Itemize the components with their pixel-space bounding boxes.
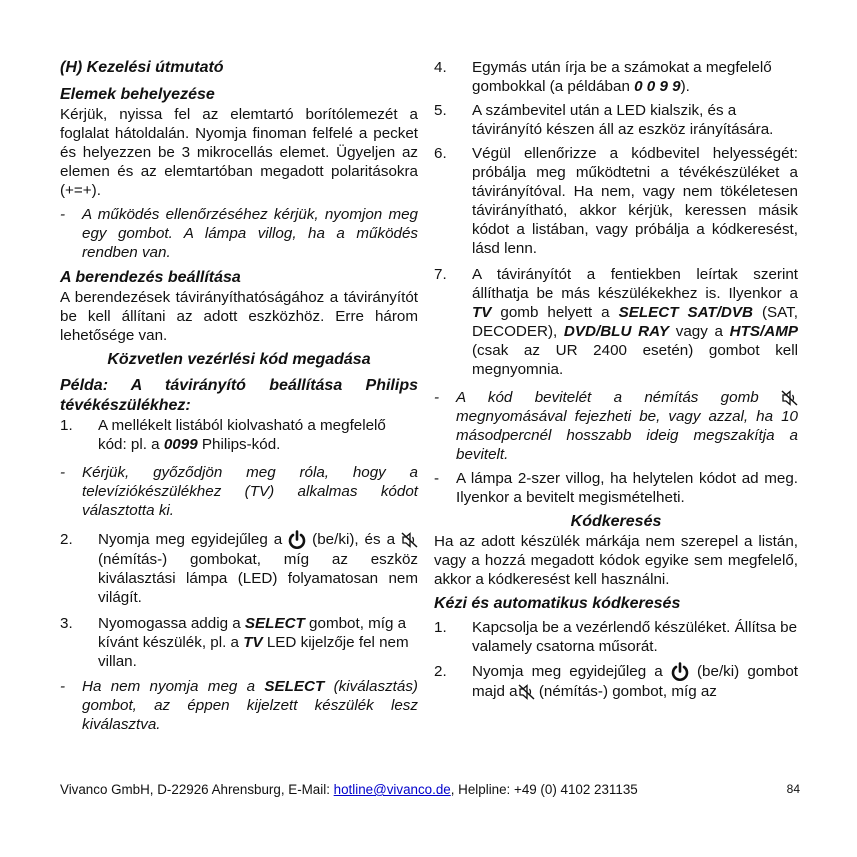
footer bbox=[60, 780, 800, 799]
code-search-text: Ha az adott készülék márkája nem szerepel a listán, vagy a hozzá megadott kódok egyike sem megfelelő, akkor a kódkeresést kell használni. bbox=[434, 533, 798, 588]
step-3: 3. Nyomogassa addig a SELECT gombot, míg a kívánt készülék, pl. a TV LED kijelzője fel nem villan. bbox=[60, 615, 409, 670]
power-icon bbox=[288, 530, 306, 550]
mute-icon bbox=[518, 684, 535, 700]
step-4: 4. Egymás után írja be a számokat a megfelelő gombokkal (a példában 0 0 9 9). bbox=[434, 59, 772, 95]
email-link[interactable]: hotline@vivanco.de bbox=[333, 782, 451, 797]
page-number: 84 bbox=[786, 782, 800, 796]
manual-step-1: 1. Kapcsolja be a vezérlendő készüléket. Állítsa be valamely csatorna műsorát. bbox=[434, 619, 798, 655]
step-2: 2. Nyomja meg egyidejűleg a (be/ki), és a (némítás-) gombokat, míg az eszköz kiválasztási lámpa (LED) folyamatosan nem világít. bbox=[60, 531, 418, 606]
manual-auto-title: Kézi és automatikus kódkeresés bbox=[434, 595, 681, 612]
step-1: 1. A mellékelt listából kiolvasható a megfelelő kód: pl. a 0099 Philips-kód. bbox=[60, 417, 386, 453]
direct-code-title: Közvetlen vezérlési kód megadása bbox=[107, 351, 371, 368]
code-search-title: Kódkeresés bbox=[570, 513, 662, 530]
mute-icon bbox=[781, 390, 798, 406]
setup-title: A berendezés beállítása bbox=[60, 269, 241, 286]
step-6: 6. Végül ellenőrizze a kódbevitel helyességét: próbálja meg működtetni a tévékészüléket a távirányítóval. Ha nem, vagy nem tökéletesen távirányítható, akkor kérjük, keressen másik kódot a listában, vagy próbálja a kódkeresést, lásd lenn. bbox=[434, 145, 798, 257]
note-blink: - A lámpa 2-szer villog, ha helytelen kódot ad meg. Ilyenkor a bevitelt megismételheti. bbox=[434, 470, 798, 506]
batteries-text: Kérjük, nyissa fel az elemtartó borítólemezét a foglalat hátoldalán. Nyomja finoman felfelé a pecket és helyezzen be 3 mikrocellás elemet. Ügyeljen az elemen és az elemtartóban megadott polaritásokra (+=+). bbox=[60, 106, 418, 199]
footer-helpline: , Helpline: +49 (0) 4102 231135 bbox=[450, 782, 638, 797]
setup-text: A berendezések távirányíthatóságához a távirányítót be kell állítani az adott eszközhöz. Erre három lehetősége van. bbox=[60, 289, 418, 344]
footer-company: Vivanco GmbH, D-22926 Ahrensburg, E-Mail: bbox=[60, 782, 334, 797]
note-finish-input: - A kód bevitelét a némítás gomb megnyomásával fejezheti be, vagy azzal, ha 10 másodpercnél hosszabb ideig megszakítja a bevitelt. bbox=[434, 389, 798, 463]
example-title: Példa: A távirányító beállítása Philips tévékészülékhez: bbox=[60, 377, 418, 414]
step-5: 5. A számbevitel után a LED kialszik, és a távirányító készen áll az eszköz irányítására. bbox=[434, 102, 774, 138]
right-column bbox=[434, 58, 798, 701]
mute-icon bbox=[401, 532, 418, 548]
batteries-title: Elemek behelyezése bbox=[60, 86, 215, 103]
note-select: - Ha nem nyomja meg a SELECT (kiválasztás) gombot, az éppen kijelzett készülék lesz kiválasztva. bbox=[60, 678, 418, 733]
batteries-note: - A működés ellenőrzéséhez kérjük, nyomjon meg egy gombot. A lámpa villog, ha a működés rendben van. bbox=[60, 206, 418, 261]
manual-step-2: 2. Nyomja meg egyidejűleg a (be/ki) gombot majd a (némítás-) gombot, míg az bbox=[434, 663, 798, 700]
step-7: 7. A távirányítót a fentiekben leírtak szerint állíthatja be más készülékekhez is. Ilyenkor a TV gomb helyett a SELECT SAT/DVB (SAT, DECODER), DVD/BLU RAY vagy a HTS/AMP (csak az UR 2400 esetén) gombot kell megnyomnia. bbox=[434, 266, 799, 378]
left-column bbox=[60, 58, 418, 734]
section-title: (H) Kezelési útmutató bbox=[60, 59, 224, 76]
note-tv-code: - Kérjük, győződjön meg róla, hogy a televíziókészülékhez (TV) alkalmas kódot választotta ki. bbox=[60, 464, 418, 519]
power-icon bbox=[671, 662, 689, 682]
